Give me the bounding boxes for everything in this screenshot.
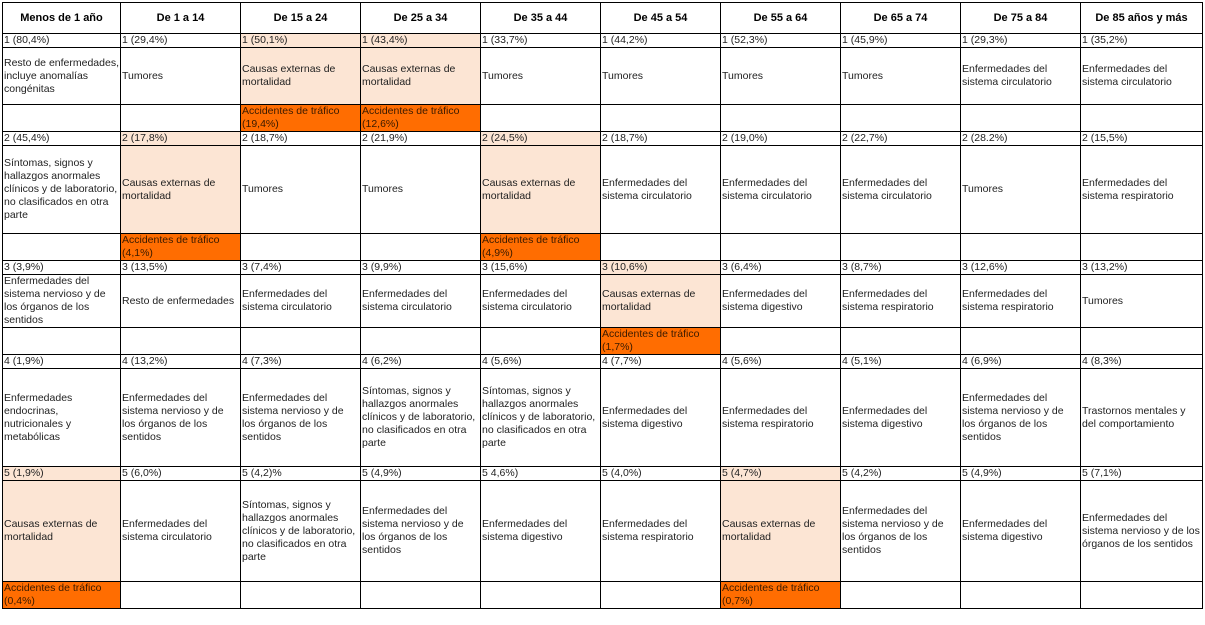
rank-cell: 1 (44,2%) bbox=[601, 34, 721, 48]
rank-row bbox=[3, 132, 1203, 146]
accident-row bbox=[3, 328, 1203, 355]
cause-cell: Enfermedades del sistema nervioso y de los órganos de los sentidos bbox=[961, 369, 1081, 467]
rank-cell: 4 (13,2%) bbox=[121, 355, 241, 369]
rank-cell: 5 4,6%) bbox=[481, 467, 601, 481]
cause-cell: Resto de enfermedades, incluye anomalías congénitas bbox=[3, 48, 121, 105]
rank-cell: 5 (4,2%) bbox=[841, 467, 961, 481]
column-header: De 65 a 74 bbox=[841, 3, 961, 34]
rank-cell: 1 (35,2%) bbox=[1081, 34, 1203, 48]
cause-cell: Enfermedades del sistema respiratorio bbox=[601, 481, 721, 582]
rank-row bbox=[3, 261, 1203, 275]
empty-cell bbox=[3, 105, 121, 132]
accident-row bbox=[3, 582, 1203, 609]
cause-cell: Enfermedades del sistema nervioso y de los órganos de los sentidos bbox=[121, 369, 241, 467]
traffic-accident-cell: Accidentes de tráfico (0,7%) bbox=[721, 582, 841, 609]
rank-cell: 1 (45,9%) bbox=[841, 34, 961, 48]
empty-cell bbox=[241, 234, 361, 261]
rank-cell: 4 (8,3%) bbox=[1081, 355, 1203, 369]
cause-cell: Enfermedades del sistema nervioso y de los órganos de los sentidos bbox=[361, 481, 481, 582]
cause-cell: Tumores bbox=[961, 146, 1081, 234]
rank-cell: 2 (28.2%) bbox=[961, 132, 1081, 146]
empty-cell bbox=[481, 582, 601, 609]
cause-row bbox=[3, 369, 1203, 467]
empty-cell bbox=[361, 582, 481, 609]
rank-cell: 5 (7,1%) bbox=[1081, 467, 1203, 481]
mortality-causes-table bbox=[2, 2, 1203, 609]
empty-cell bbox=[841, 105, 961, 132]
cause-cell: Enfermedades del sistema circulatorio bbox=[361, 275, 481, 328]
cause-cell: Enfermedades del sistema digestivo bbox=[961, 481, 1081, 582]
cause-row bbox=[3, 48, 1203, 105]
empty-cell bbox=[1081, 105, 1203, 132]
rank-cell: 3 (13,2%) bbox=[1081, 261, 1203, 275]
rank-cell: 1 (29,4%) bbox=[121, 34, 241, 48]
empty-cell bbox=[3, 234, 121, 261]
empty-cell bbox=[961, 105, 1081, 132]
column-header: De 45 a 54 bbox=[601, 3, 721, 34]
rank-row bbox=[3, 355, 1203, 369]
empty-cell bbox=[601, 582, 721, 609]
accident-row bbox=[3, 105, 1203, 132]
column-header: De 85 años y más bbox=[1081, 3, 1203, 34]
cause-cell: Enfermedades del sistema respiratorio bbox=[961, 275, 1081, 328]
cause-cell: Enfermedades del sistema digestivo bbox=[721, 275, 841, 328]
column-header: De 25 a 34 bbox=[361, 3, 481, 34]
rank-cell: 2 (18,7%) bbox=[601, 132, 721, 146]
empty-cell bbox=[721, 105, 841, 132]
cause-cell: Síntomas, signos y hallazgos anormales clínicos y de laboratorio, no clasificados en otra parte bbox=[361, 369, 481, 467]
cause-cell: Causas externas de mortalidad bbox=[361, 48, 481, 105]
rank-cell: 2 (17,8%) bbox=[121, 132, 241, 146]
empty-cell bbox=[841, 328, 961, 355]
cause-cell: Enfermedades del sistema nervioso y de los órganos de los sentidos bbox=[241, 369, 361, 467]
rank-cell: 5 (4,9%) bbox=[361, 467, 481, 481]
cause-cell: Tumores bbox=[1081, 275, 1203, 328]
rank-cell: 1 (80,4%) bbox=[3, 34, 121, 48]
empty-cell bbox=[1081, 234, 1203, 261]
rank-cell: 1 (50,1%) bbox=[241, 34, 361, 48]
cause-cell: Enfermedades del sistema circulatorio bbox=[1081, 48, 1203, 105]
empty-cell bbox=[721, 328, 841, 355]
rank-cell: 5 (4,7%) bbox=[721, 467, 841, 481]
cause-cell: Causas externas de mortalidad bbox=[121, 146, 241, 234]
rank-cell: 4 (7,7%) bbox=[601, 355, 721, 369]
cause-cell: Enfermedades del sistema respiratorio bbox=[1081, 146, 1203, 234]
empty-cell bbox=[1081, 328, 1203, 355]
rank-cell: 2 (19,0%) bbox=[721, 132, 841, 146]
rank-cell: 2 (22,7%) bbox=[841, 132, 961, 146]
cause-cell: Enfermedades del sistema respiratorio bbox=[841, 275, 961, 328]
empty-cell bbox=[961, 234, 1081, 261]
cause-cell: Síntomas, signos y hallazgos anormales clínicos y de laboratorio, no clasificados en otra parte bbox=[3, 146, 121, 234]
rank-cell: 3 (9,9%) bbox=[361, 261, 481, 275]
traffic-accident-cell: Accidentes de tráfico (0,4%) bbox=[3, 582, 121, 609]
rank-row bbox=[3, 467, 1203, 481]
cause-cell: Enfermedades del sistema digestivo bbox=[841, 369, 961, 467]
empty-cell bbox=[601, 105, 721, 132]
cause-cell: Causas externas de mortalidad bbox=[481, 146, 601, 234]
empty-cell bbox=[841, 582, 961, 609]
traffic-accident-cell: Accidentes de tráfico (4,1%) bbox=[121, 234, 241, 261]
empty-cell bbox=[841, 234, 961, 261]
rank-cell: 5 (4,2)% bbox=[241, 467, 361, 481]
rank-cell: 1 (29,3%) bbox=[961, 34, 1081, 48]
traffic-accident-cell: Accidentes de tráfico (1,7%) bbox=[601, 328, 721, 355]
empty-cell bbox=[121, 105, 241, 132]
cause-cell: Tumores bbox=[721, 48, 841, 105]
column-header: Menos de 1 año bbox=[3, 3, 121, 34]
rank-cell: 5 (4,9%) bbox=[961, 467, 1081, 481]
cause-cell: Causas externas de mortalidad bbox=[601, 275, 721, 328]
cause-cell: Tumores bbox=[121, 48, 241, 105]
rank-cell: 1 (33,7%) bbox=[481, 34, 601, 48]
cause-cell: Enfermedades del sistema digestivo bbox=[481, 481, 601, 582]
cause-cell: Enfermedades del sistema circulatorio bbox=[961, 48, 1081, 105]
rank-cell: 5 (6,0%) bbox=[121, 467, 241, 481]
traffic-accident-cell: Accidentes de tráfico (4,9%) bbox=[481, 234, 601, 261]
rank-cell: 4 (5,1%) bbox=[841, 355, 961, 369]
cause-cell: Enfermedades del sistema circulatorio bbox=[121, 481, 241, 582]
empty-cell bbox=[361, 234, 481, 261]
rank-cell: 1 (43,4%) bbox=[361, 34, 481, 48]
cause-cell: Enfermedades del sistema circulatorio bbox=[481, 275, 601, 328]
rank-cell: 3 (3,9%) bbox=[3, 261, 121, 275]
cause-cell: Enfermedades del sistema nervioso y de los órganos de los sentidos bbox=[3, 275, 121, 328]
cause-cell: Causas externas de mortalidad bbox=[721, 481, 841, 582]
rank-cell: 2 (18,7%) bbox=[241, 132, 361, 146]
empty-cell bbox=[1081, 582, 1203, 609]
rank-cell: 4 (1,9%) bbox=[3, 355, 121, 369]
traffic-accident-cell: Accidentes de tráfico (12,6%) bbox=[361, 105, 481, 132]
cause-row bbox=[3, 481, 1203, 582]
cause-cell: Enfermedades del sistema nervioso y de los órganos de los sentidos bbox=[841, 481, 961, 582]
rank-cell: 2 (24,5%) bbox=[481, 132, 601, 146]
rank-cell: 3 (6,4%) bbox=[721, 261, 841, 275]
table-body bbox=[3, 34, 1203, 609]
column-header: De 55 a 64 bbox=[721, 3, 841, 34]
rank-cell: 4 (5,6%) bbox=[721, 355, 841, 369]
traffic-accident-cell: Accidentes de tráfico (19,4%) bbox=[241, 105, 361, 132]
rank-cell: 3 (10,6%) bbox=[601, 261, 721, 275]
rank-cell: 3 (13,5%) bbox=[121, 261, 241, 275]
cause-cell: Enfermedades del sistema respiratorio bbox=[721, 369, 841, 467]
column-header: De 75 a 84 bbox=[961, 3, 1081, 34]
rank-row bbox=[3, 34, 1203, 48]
cause-row bbox=[3, 146, 1203, 234]
rank-cell: 2 (21,9%) bbox=[361, 132, 481, 146]
rank-cell: 3 (8,7%) bbox=[841, 261, 961, 275]
empty-cell bbox=[481, 328, 601, 355]
mortality-causes-sheet bbox=[2, 2, 1202, 622]
rank-cell: 5 (1,9%) bbox=[3, 467, 121, 481]
rank-cell: 4 (6,9%) bbox=[961, 355, 1081, 369]
empty-cell bbox=[361, 328, 481, 355]
rank-cell: 3 (12,6%) bbox=[961, 261, 1081, 275]
cause-cell: Resto de enfermedades bbox=[121, 275, 241, 328]
rank-cell: 4 (5,6%) bbox=[481, 355, 601, 369]
empty-cell bbox=[241, 582, 361, 609]
cause-cell: Enfermedades del sistema digestivo bbox=[601, 369, 721, 467]
header-row bbox=[3, 3, 1203, 34]
rank-cell: 5 (4,0%) bbox=[601, 467, 721, 481]
rank-cell: 1 (52,3%) bbox=[721, 34, 841, 48]
rank-cell: 4 (6,2%) bbox=[361, 355, 481, 369]
cause-cell: Tumores bbox=[241, 146, 361, 234]
empty-cell bbox=[481, 105, 601, 132]
cause-row bbox=[3, 275, 1203, 328]
cause-cell: Enfermedades del sistema circulatorio bbox=[721, 146, 841, 234]
cause-cell: Enfermedades del sistema circulatorio bbox=[841, 146, 961, 234]
cause-cell: Causas externas de mortalidad bbox=[3, 481, 121, 582]
rank-cell: 3 (15,6%) bbox=[481, 261, 601, 275]
empty-cell bbox=[961, 582, 1081, 609]
cause-cell: Tumores bbox=[841, 48, 961, 105]
rank-cell: 2 (45,4%) bbox=[3, 132, 121, 146]
empty-cell bbox=[961, 328, 1081, 355]
cause-cell: Enfermedades del sistema nervioso y de los órganos de los sentidos bbox=[1081, 481, 1203, 582]
column-header: De 1 a 14 bbox=[121, 3, 241, 34]
cause-cell: Síntomas, signos y hallazgos anormales clínicos y de laboratorio, no clasificados en otra parte bbox=[481, 369, 601, 467]
cause-cell: Síntomas, signos y hallazgos anormales clínicos y de laboratorio, no clasificados en otra parte bbox=[241, 481, 361, 582]
rank-cell: 4 (7,3%) bbox=[241, 355, 361, 369]
column-header: De 15 a 24 bbox=[241, 3, 361, 34]
empty-cell bbox=[3, 328, 121, 355]
cause-cell: Tumores bbox=[481, 48, 601, 105]
empty-cell bbox=[121, 328, 241, 355]
accident-row bbox=[3, 234, 1203, 261]
column-header: De 35 a 44 bbox=[481, 3, 601, 34]
cause-cell: Enfermedades del sistema circulatorio bbox=[241, 275, 361, 328]
cause-cell: Causas externas de mortalidad bbox=[241, 48, 361, 105]
empty-cell bbox=[241, 328, 361, 355]
rank-cell: 3 (7,4%) bbox=[241, 261, 361, 275]
cause-cell: Tumores bbox=[361, 146, 481, 234]
cause-cell: Trastornos mentales y del comportamiento bbox=[1081, 369, 1203, 467]
empty-cell bbox=[601, 234, 721, 261]
empty-cell bbox=[121, 582, 241, 609]
rank-cell: 2 (15,5%) bbox=[1081, 132, 1203, 146]
cause-cell: Enfermedades endocrinas, nutricionales y metabólicas bbox=[3, 369, 121, 467]
cause-cell: Enfermedades del sistema circulatorio bbox=[601, 146, 721, 234]
empty-cell bbox=[721, 234, 841, 261]
cause-cell: Tumores bbox=[601, 48, 721, 105]
